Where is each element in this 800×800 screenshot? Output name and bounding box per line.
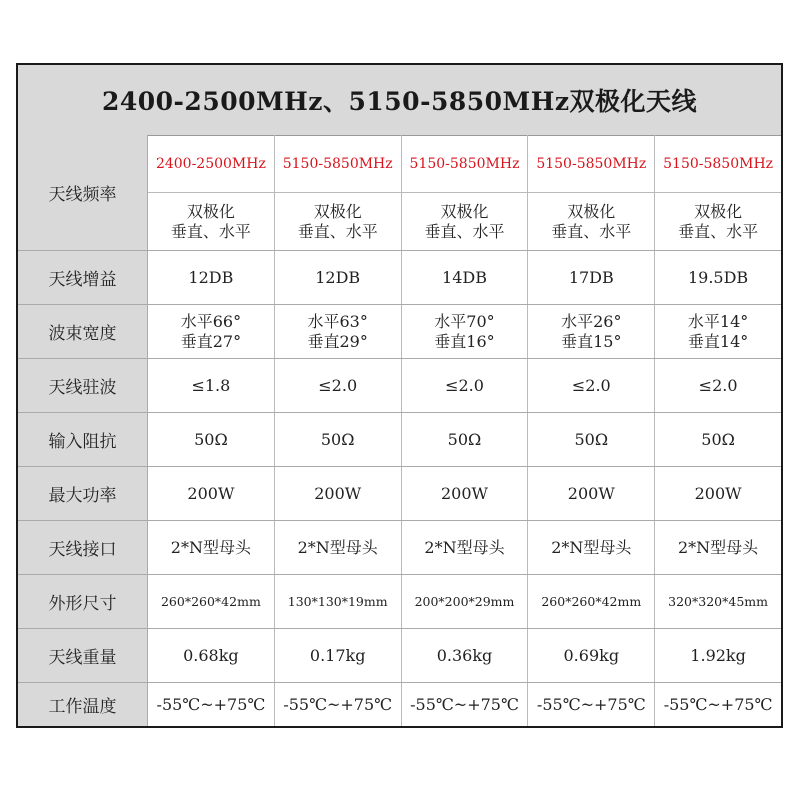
polarization-type: 双极化: [567, 201, 616, 221]
impedance-cell: 50Ω: [275, 413, 402, 466]
row-impedance: [18, 413, 781, 467]
max-power-cell: 200W: [402, 467, 529, 520]
weight-cell: 0.17kg: [275, 629, 402, 682]
beamwidth-horizontal: 水平63°: [307, 311, 368, 331]
vswr-cell: ≤2.0: [698, 375, 738, 395]
polarization-directions: 垂直、水平: [297, 221, 378, 241]
row-label: 最大功率: [18, 467, 148, 520]
connector-cell: 2*N型母头: [275, 521, 402, 574]
polarization-cell: [148, 193, 275, 250]
max-power-cell: 200W: [528, 467, 655, 520]
gain-cell: 12DB: [275, 251, 402, 304]
beamwidth-horizontal: 水平26°: [561, 311, 622, 331]
beamwidth-cell: [275, 305, 402, 358]
max-power-cell: 200W: [694, 483, 742, 503]
gain-cell: 14DB: [402, 251, 529, 304]
row-connector: [18, 521, 781, 575]
frequency-band-cell: 5150-5850MHz: [663, 155, 774, 172]
row-label: 天线重量: [18, 629, 148, 682]
beamwidth-vertical: 垂直15°: [561, 331, 622, 351]
connector-cell: 2*N型母头: [528, 521, 655, 574]
weight-cell: 0.36kg: [402, 629, 529, 682]
row-temperature: [18, 683, 781, 726]
row-label: 波束宽度: [18, 305, 148, 358]
weight-cell: 1.92kg: [690, 645, 746, 665]
polarization-directions: 垂直、水平: [551, 221, 632, 241]
row-beamwidth: [18, 305, 781, 359]
dimensions-cell: 200*200*29mm: [402, 575, 529, 628]
gain-cell: 12DB: [148, 251, 275, 304]
row-vswr: [18, 359, 781, 413]
polarization-subrow: [148, 192, 781, 250]
row-dimensions: [18, 575, 781, 629]
row-max-power: [18, 467, 781, 521]
weight-cell: 0.68kg: [148, 629, 275, 682]
weight-cell: 0.69kg: [528, 629, 655, 682]
polarization-directions: 垂直、水平: [678, 221, 759, 241]
temperature-cell: -55℃~+75℃: [402, 683, 529, 726]
polarization-cell: [275, 193, 402, 250]
row-frequency: [18, 135, 781, 251]
polarization-cell: [655, 193, 781, 250]
polarization-type: 双极化: [313, 201, 362, 221]
row-label: 天线驻波: [18, 359, 148, 412]
frequency-band-cell: 5150-5850MHz: [402, 135, 529, 192]
dimensions-cell: 130*130*19mm: [275, 575, 402, 628]
frequency-band-subrow: [148, 135, 781, 192]
connector-cell: 2*N型母头: [402, 521, 529, 574]
beamwidth-vertical: 垂直16°: [434, 331, 495, 351]
polarization-directions: 垂直、水平: [424, 221, 505, 241]
beamwidth-cell: [402, 305, 529, 358]
connector-cell: 2*N型母头: [148, 521, 275, 574]
row-label: 天线频率: [18, 135, 148, 250]
temperature-cell: -55℃~+75℃: [275, 683, 402, 726]
dimensions-cell: 260*260*42mm: [528, 575, 655, 628]
connector-cell: 2*N型母头: [677, 537, 759, 557]
impedance-cell: 50Ω: [402, 413, 529, 466]
impedance-cell: 50Ω: [701, 429, 735, 449]
row-label: 外形尺寸: [18, 575, 148, 628]
beamwidth-cell: [655, 305, 781, 358]
beamwidth-horizontal: 水平14°: [687, 311, 749, 331]
frequency-band-cell: 5150-5850MHz: [275, 135, 402, 192]
polarization-cell: [528, 193, 655, 250]
row-gain: [18, 251, 781, 305]
dimensions-cell: 260*260*42mm: [148, 575, 275, 628]
beamwidth-vertical: 垂直27°: [180, 331, 242, 351]
polarization-type: 双极化: [440, 201, 489, 221]
beamwidth-horizontal: 水平70°: [434, 311, 495, 331]
row-weight: [18, 629, 781, 683]
beamwidth-cell: [148, 305, 275, 358]
vswr-cell: ≤1.8: [148, 359, 275, 412]
frequency-band-cell: 2400-2500MHz: [148, 135, 275, 192]
temperature-cell: -55℃~+75℃: [663, 694, 773, 714]
beamwidth-horizontal: 水平66°: [180, 311, 242, 331]
max-power-cell: 200W: [275, 467, 402, 520]
temperature-cell: -55℃~+75℃: [148, 683, 275, 726]
impedance-cell: 50Ω: [528, 413, 655, 466]
beamwidth-vertical: 垂直29°: [307, 331, 368, 351]
beamwidth-vertical: 垂直14°: [687, 331, 749, 351]
table-title: 2400-2500MHz、5150-5850MHz双极化天线: [18, 65, 781, 136]
frequency-band-cell: 5150-5850MHz: [528, 135, 655, 192]
gain-cell: 19.5DB: [687, 267, 749, 287]
vswr-cell: ≤2.0: [275, 359, 402, 412]
vswr-cell: ≤2.0: [402, 359, 529, 412]
temperature-cell: -55℃~+75℃: [528, 683, 655, 726]
polarization-type: 双极化: [694, 201, 743, 221]
spec-grid: [18, 135, 781, 726]
row-label: 输入阻抗: [18, 413, 148, 466]
polarization-directions: 垂直、水平: [170, 221, 251, 241]
vswr-cell: ≤2.0: [528, 359, 655, 412]
beamwidth-cell: [528, 305, 655, 358]
max-power-cell: 200W: [148, 467, 275, 520]
row-label: 工作温度: [18, 683, 148, 726]
dimensions-cell: 320*320*45mm: [668, 593, 768, 609]
spec-table: [16, 63, 783, 728]
row-label: 天线接口: [18, 521, 148, 574]
gain-cell: 17DB: [528, 251, 655, 304]
polarization-cell: [402, 193, 529, 250]
row-label: 天线增益: [18, 251, 148, 304]
polarization-type: 双极化: [186, 201, 235, 221]
impedance-cell: 50Ω: [148, 413, 275, 466]
